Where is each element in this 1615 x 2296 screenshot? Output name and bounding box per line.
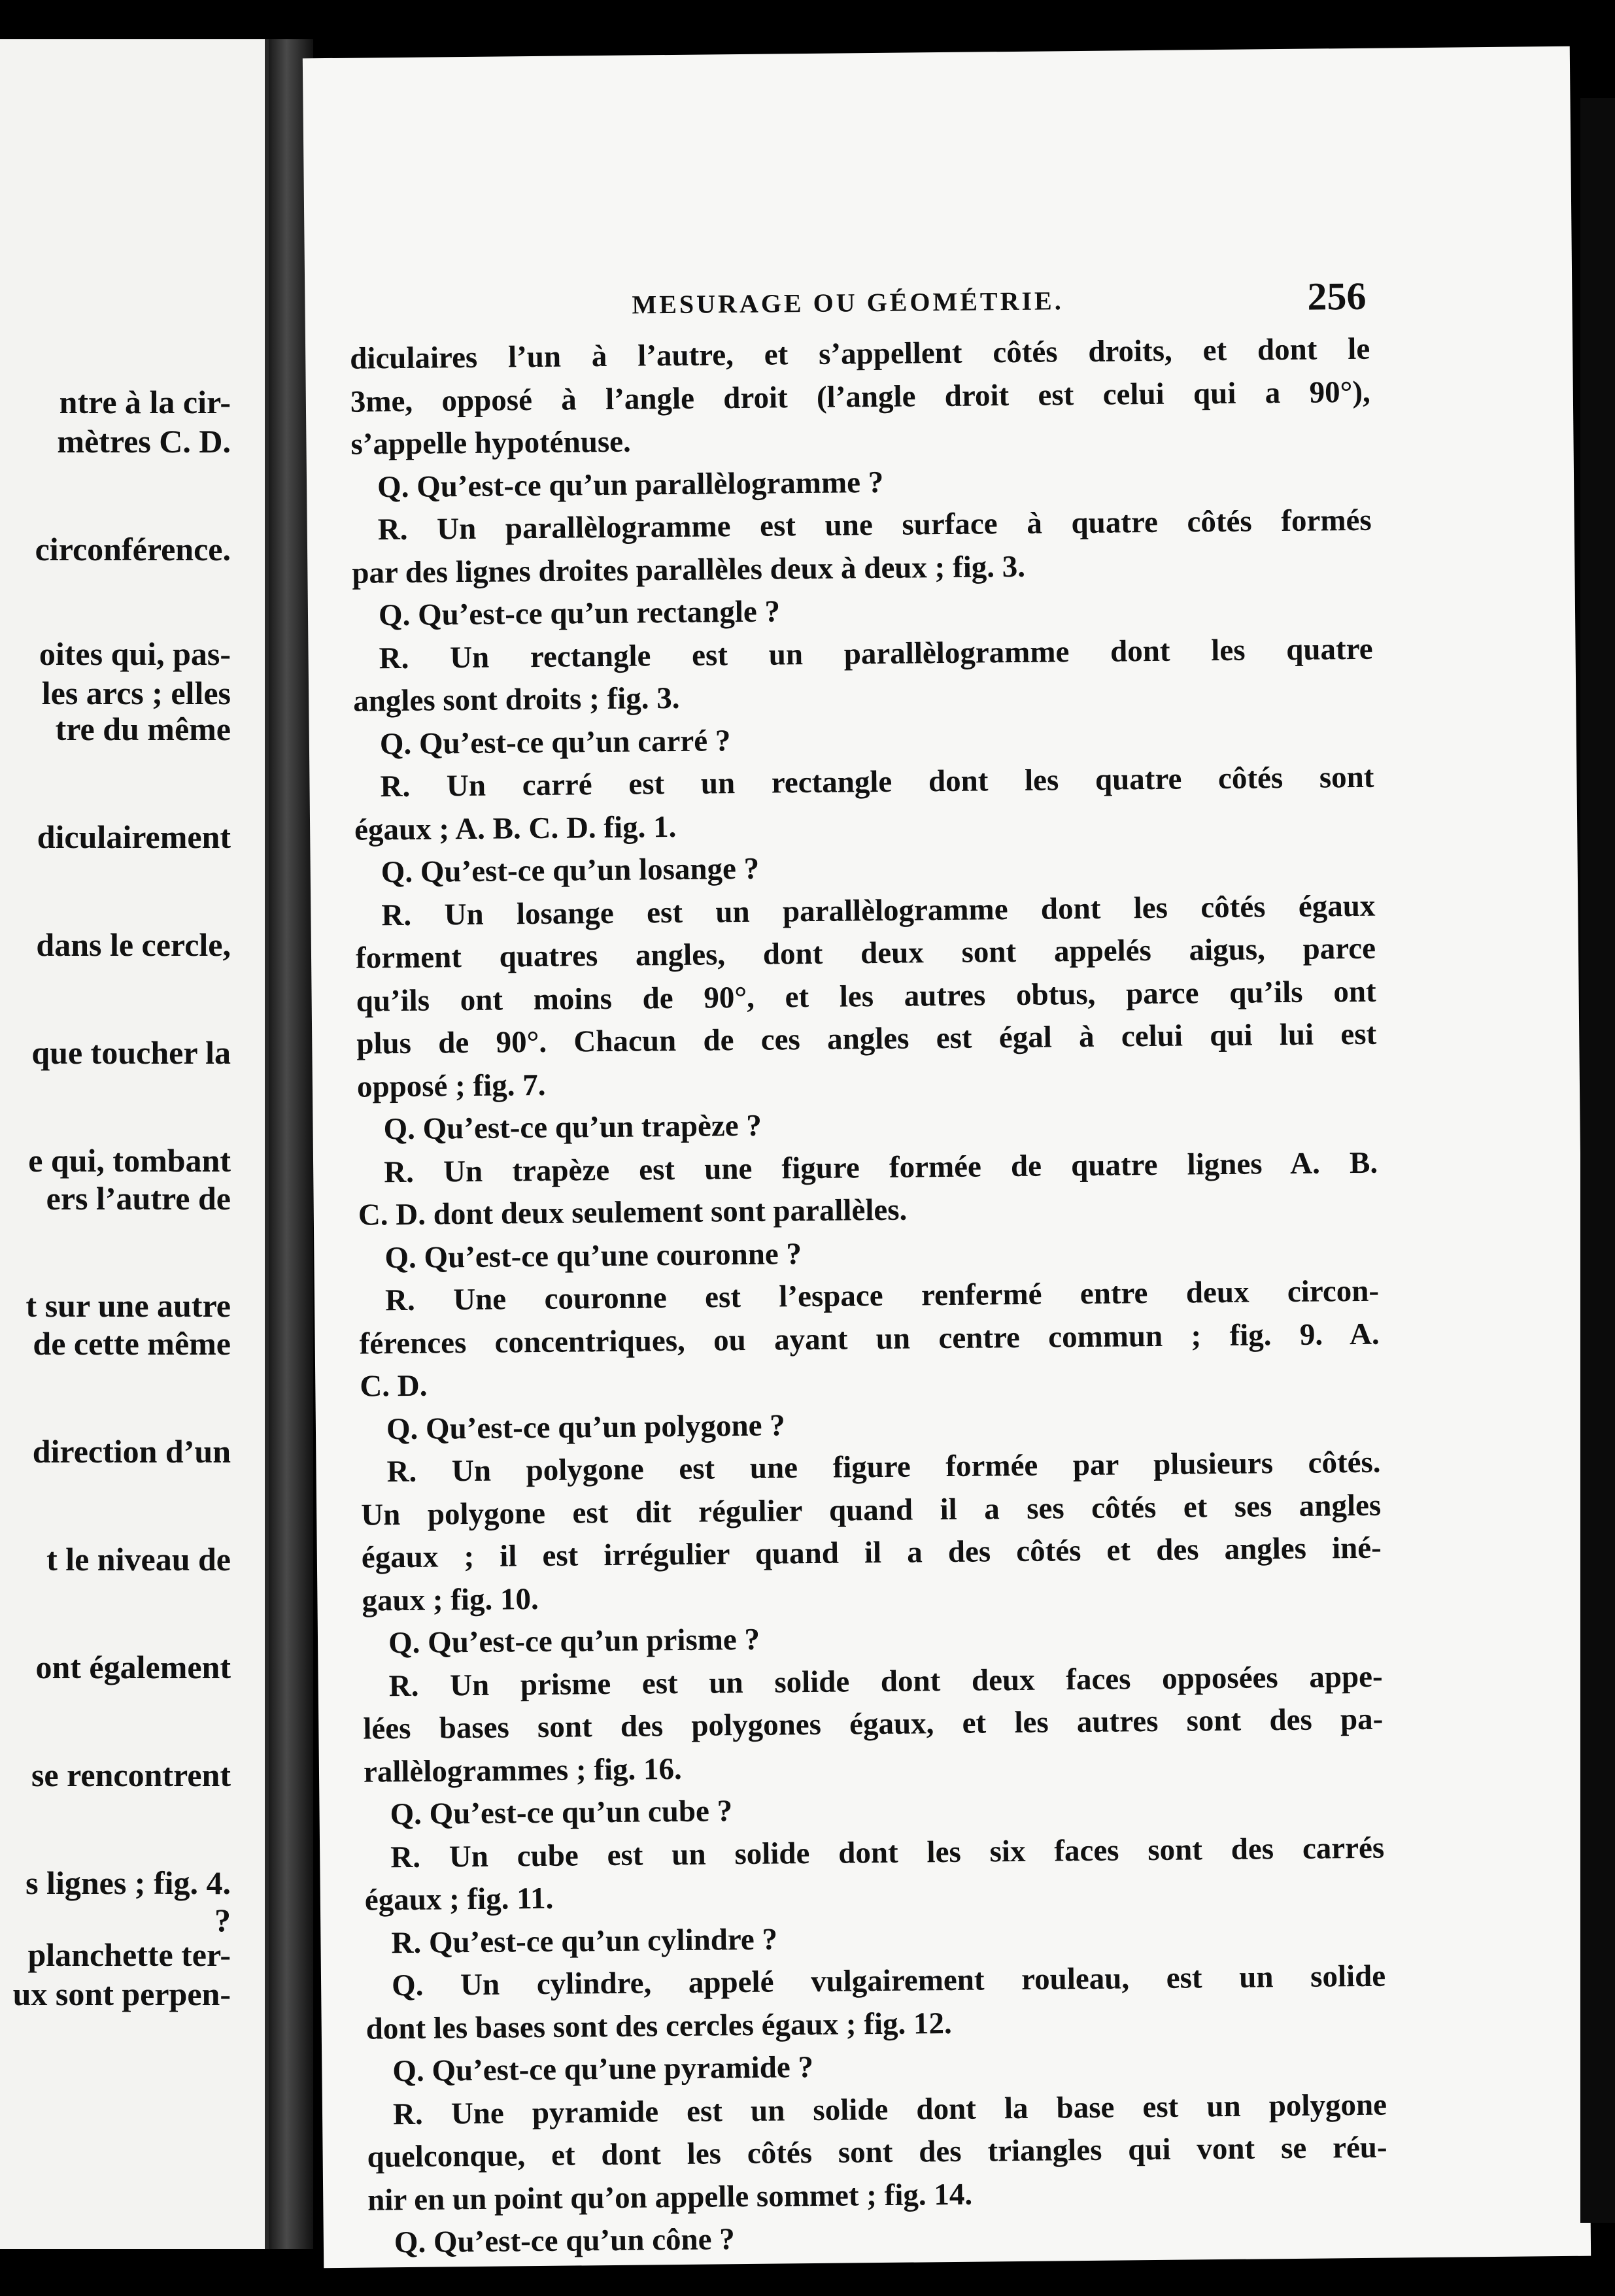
- left-page-text-fragment: s lignes ; fig. 4.: [26, 1865, 231, 1901]
- left-page-text-fragment: ont également: [35, 1649, 231, 1685]
- running-title: MESURAGE OU GÉOMÉTRIE.: [632, 286, 1064, 320]
- left-page-text-fragment: circonférence.: [35, 531, 231, 567]
- text-line: R. Un cube est un solide dont les six faces sont des carrés: [390, 1831, 1385, 1874]
- text-line: gaux ; fig. 10.: [362, 1581, 539, 1618]
- book-page: [303, 46, 1591, 2268]
- text-line: rallèlogrammes ; fig. 16.: [363, 1751, 683, 1789]
- text-line: dont les bases sont des cercles égaux ; fig. 12.: [366, 2006, 952, 2046]
- page-body: [350, 328, 1388, 2265]
- text-line: opposé ; fig. 7.: [356, 1068, 546, 1104]
- text-line: égaux ; A. B. C. D. fig. 1.: [354, 809, 677, 847]
- text-line: R. Un polygone est une figure formée par plusieurs côtés.: [386, 1445, 1381, 1489]
- text-line: R. Un parallèlogramme est une surface à quatre côtés formés: [377, 503, 1372, 547]
- text-line: angles sont droits ; fig. 3.: [353, 681, 680, 718]
- text-line: lées bases sont des polygones égaux, et les autres sont des pa-: [363, 1702, 1384, 1746]
- text-line: Q. Qu’est-ce qu’un parallèlogramme ?: [377, 465, 884, 504]
- left-page-text-fragment: t le niveau de: [46, 1541, 231, 1578]
- left-page-text-fragment: t sur une autre: [26, 1287, 231, 1324]
- text-line: Q. Un cylindre, appelé vulgairement rouleau, est un solide: [391, 1959, 1386, 2003]
- text-line: R. Une couronne est l’espace renfermé entre deux circon-: [384, 1274, 1380, 1318]
- text-line: diculaires l’un à l’autre, et s’appellent côtés droits, et dont le: [349, 331, 1370, 376]
- left-page-text-fragment: tre du même: [55, 711, 231, 747]
- text-line: égaux ; fig. 11.: [364, 1881, 554, 1917]
- text-line: par des lignes droites parallèles deux à deux ; fig. 3.: [352, 549, 1026, 590]
- text-line: C. D.: [360, 1368, 428, 1404]
- left-page-text-fragment: ?: [214, 1902, 231, 1938]
- text-line: forment quatres angles, dont deux sont appelés aigus, parce: [355, 931, 1376, 975]
- text-line: Un polygone est dit régulier quand il a ses côtés et ses angles: [360, 1488, 1382, 1532]
- left-page-text-fragment: diculairement: [37, 819, 231, 855]
- left-page-text-fragment: oites qui, pas-: [39, 635, 231, 672]
- page-edge-shadow: [1580, 98, 1615, 2223]
- left-page-text-fragment: que toucher la: [31, 1034, 231, 1071]
- left-page-text-fragment: se rencontrent: [31, 1757, 231, 1793]
- left-page-text-fragment: les arcs ; elles: [41, 675, 231, 711]
- left-page-text-fragment: ntre à la cir-: [59, 384, 231, 420]
- text-line: égaux ; il est irrégulier quand il a des côtés et des angles iné-: [361, 1530, 1382, 1575]
- left-page-text-fragment: ers l’autre de: [46, 1180, 231, 1217]
- text-line: Q. Qu’est-ce qu’un losange ?: [381, 851, 760, 890]
- left-page-text-fragment: de cette même: [33, 1325, 231, 1362]
- text-line: plus de 90°. Chacun de ces angles est égal à celui qui lui est: [356, 1017, 1377, 1061]
- text-line: Q. Qu’est-ce qu’un polygone ?: [386, 1408, 785, 1446]
- text-line: férences concentriques, ou ayant un centre commun ; fig. 9. A.: [359, 1317, 1380, 1361]
- text-line: R. Un rectangle est un parallèlogramme dont les quatre: [379, 632, 1373, 675]
- text-line: Q. Qu’est-ce qu’un prisme ?: [388, 1622, 760, 1661]
- text-line: Q. Qu’est-ce qu’un trapèze ?: [383, 1108, 762, 1147]
- text-line: Q. Qu’est-ce qu’une pyramide ?: [392, 2050, 814, 2089]
- text-line: Q. Qu’est-ce qu’un cube ?: [390, 1794, 733, 1832]
- text-line: 3me, opposé à l’angle droit (l’angle droit est celui qui a 90°),: [350, 375, 1371, 419]
- text-line: R. Qu’est-ce qu’un cylindre ?: [391, 1922, 778, 1960]
- text-line: R. Un carré est un rectangle dont les quatre côtés sont: [380, 760, 1374, 804]
- text-line: R. Une pyramide est un solide dont la base est un polygone: [392, 2087, 1387, 2131]
- left-page-text-fragment: mètres C. D.: [57, 423, 231, 460]
- text-line: Q. Qu’est-ce qu’un cône ?: [394, 2222, 736, 2260]
- text-line: Q. Qu’est-ce qu’un carré ?: [379, 723, 731, 761]
- text-line: C. D. dont deux seulement sont parallèles.: [358, 1192, 908, 1232]
- text-line: R. Un prisme est un solide dont deux faces opposées appe-: [388, 1659, 1383, 1703]
- page-number: 256: [1307, 274, 1367, 318]
- text-line: qu’ils ont moins de 90°, et les autres obtus, parce qu’ils ont: [356, 974, 1376, 1019]
- text-line: nir en un point qu’on appelle sommet ; fig. 14.: [367, 2177, 973, 2218]
- text-line: quelconque, et dont les côtés sont des triangles qui vont se réu-: [367, 2130, 1387, 2174]
- left-page-text-fragment: planchette ter-: [27, 1936, 231, 1973]
- left-page-text-fragment: e qui, tombant: [28, 1142, 231, 1179]
- text-line: R. Un trapèze est une figure formée de quatre lignes A. B.: [383, 1145, 1378, 1189]
- previous-page-strip: [0, 39, 269, 2249]
- text-line: Q. Qu’est-ce qu’une couronne ?: [384, 1236, 802, 1275]
- left-page-text-fragment: dans le cercle,: [36, 926, 231, 963]
- text-line: Q. Qu’est-ce qu’un rectangle ?: [378, 594, 781, 633]
- left-page-text-fragment: direction d’un: [32, 1433, 231, 1470]
- left-page-text-fragment: ux sont perpen-: [12, 1976, 231, 2012]
- text-line: R. Un losange est un parallèlogramme dont les côtés égaux: [381, 888, 1376, 932]
- text-line: s’appelle hypoténuse.: [350, 424, 632, 462]
